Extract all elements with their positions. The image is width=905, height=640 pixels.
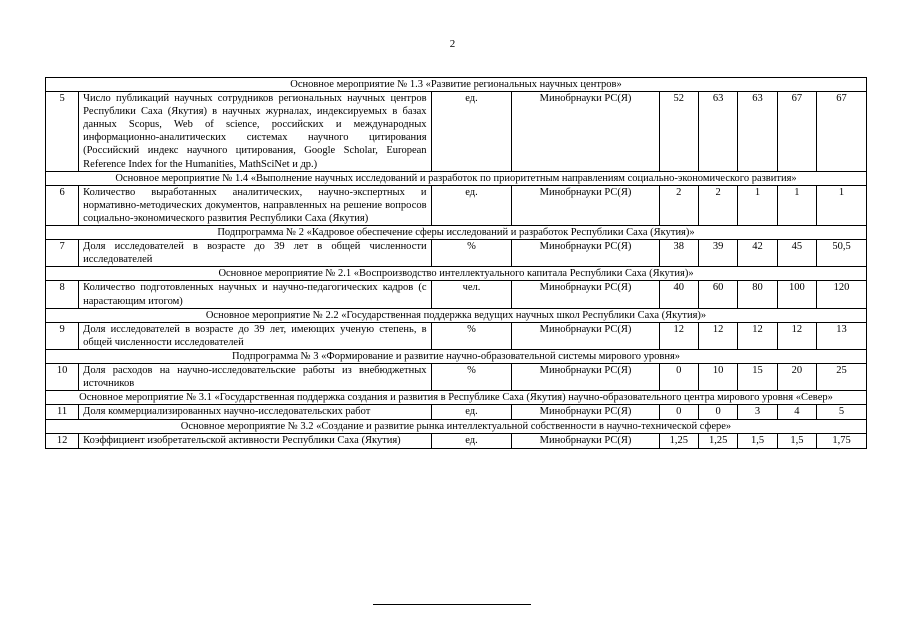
section-title: Подпрограмма № 3 «Формирование и развитие научно-образовательной системы мирового уровня» [46, 349, 867, 363]
row-number: 9 [46, 322, 79, 349]
section-title: Основное мероприятие № 3.1 «Государственная поддержка создания и развития в Республике Саха (Якутия) научно-образовательного центра мирового уровня «Север» [46, 391, 867, 405]
value-cell: 12 [738, 322, 777, 349]
section-row [46, 267, 867, 281]
value-cell: 63 [738, 92, 777, 172]
value-cell: 1,25 [659, 434, 698, 448]
value-cell: 1,5 [777, 434, 816, 448]
value-cell: 2 [659, 185, 698, 225]
section-row [46, 308, 867, 322]
section-row [46, 78, 867, 92]
section-title: Основное мероприятие № 1.4 «Выполнение научных исследований и разработок по приоритетным направлениям социально-экономического развития» [46, 171, 867, 185]
indicator-description: Доля расходов на научно-исследовательские работы из внебюджетных источников [79, 363, 431, 390]
value-cell: 0 [659, 363, 698, 390]
section-title: Основное мероприятие № 2.1 «Воспроизводство интеллектуального капитала Республики Саха (Якутия)» [46, 267, 867, 281]
indicator-description: Количество подготовленных научных и научно-педагогических кадров (с нарастающим итогом) [79, 281, 431, 308]
table-row [46, 240, 867, 267]
value-cell: 12 [659, 322, 698, 349]
unit-cell: ед. [431, 92, 512, 172]
value-cell: 12 [698, 322, 737, 349]
value-cell: 1 [777, 185, 816, 225]
unit-cell: ед. [431, 185, 512, 225]
value-cell: 120 [817, 281, 867, 308]
section-title: Основное мероприятие № 3.2 «Создание и развитие рынка интеллектуальной собственности в научно-технической сфере» [46, 420, 867, 434]
value-cell: 20 [777, 363, 816, 390]
value-cell: 12 [777, 322, 816, 349]
value-cell: 2 [698, 185, 737, 225]
indicator-description: Доля исследователей в возрасте до 39 лет в общей численности исследователей [79, 240, 431, 267]
indicator-description: Доля исследователей в возрасте до 39 лет, имеющих ученую степень, в общей численности исследователей [79, 322, 431, 349]
footer-line [373, 604, 531, 605]
responsible-cell: Минобрнауки РС(Я) [512, 322, 659, 349]
value-cell: 38 [659, 240, 698, 267]
indicators-table [45, 77, 867, 449]
responsible-cell: Минобрнауки РС(Я) [512, 405, 659, 420]
value-cell: 10 [698, 363, 737, 390]
unit-cell: ед. [431, 405, 512, 420]
value-cell: 5 [817, 405, 867, 420]
value-cell: 4 [777, 405, 816, 420]
table-row [46, 281, 867, 308]
row-number: 8 [46, 281, 79, 308]
value-cell: 80 [738, 281, 777, 308]
table-body [46, 78, 867, 449]
value-cell: 1,5 [738, 434, 777, 448]
indicator-description: Количество выработанных аналитических, научно-экспертных и нормативно-методических документов, направленных на решение вопросов социально-экономического развития Республики Саха (Якутия) [79, 185, 431, 225]
section-title: Основное мероприятие № 2.2 «Государственная поддержка ведущих научных школ Республики Саха (Якутия)» [46, 308, 867, 322]
page-number: 2 [449, 38, 456, 50]
unit-cell: % [431, 322, 512, 349]
responsible-cell: Минобрнауки РС(Я) [512, 434, 659, 448]
unit-cell: % [431, 240, 512, 267]
value-cell: 63 [698, 92, 737, 172]
unit-cell: % [431, 363, 512, 390]
value-cell: 50,5 [817, 240, 867, 267]
value-cell: 45 [777, 240, 816, 267]
section-title: Подпрограмма № 2 «Кадровое обеспечение сферы исследований и разработок Республики Саха (Якутия)» [46, 226, 867, 240]
value-cell: 0 [698, 405, 737, 420]
value-cell: 100 [777, 281, 816, 308]
value-cell: 13 [817, 322, 867, 349]
value-cell: 15 [738, 363, 777, 390]
value-cell: 1,25 [698, 434, 737, 448]
value-cell: 1 [817, 185, 867, 225]
table-row [46, 405, 867, 420]
section-row [46, 349, 867, 363]
table-row [46, 363, 867, 390]
section-row [46, 391, 867, 405]
responsible-cell: Минобрнауки РС(Я) [512, 185, 659, 225]
value-cell: 60 [698, 281, 737, 308]
value-cell: 1 [738, 185, 777, 225]
responsible-cell: Минобрнауки РС(Я) [512, 281, 659, 308]
section-title: Основное мероприятие № 1.3 «Развитие региональных научных центров» [46, 78, 867, 92]
value-cell: 0 [659, 405, 698, 420]
section-row [46, 420, 867, 434]
indicator-description: Коэффициент изобретательской активности Республики Саха (Якутия) [79, 434, 431, 448]
row-number: 11 [46, 405, 79, 420]
row-number: 6 [46, 185, 79, 225]
value-cell: 1,75 [817, 434, 867, 448]
row-number: 10 [46, 363, 79, 390]
table-row [46, 92, 867, 172]
table-row [46, 185, 867, 225]
value-cell: 67 [777, 92, 816, 172]
responsible-cell: Минобрнауки РС(Я) [512, 92, 659, 172]
value-cell: 25 [817, 363, 867, 390]
unit-cell: чел. [431, 281, 512, 308]
table-row [46, 434, 867, 448]
unit-cell: ед. [431, 434, 512, 448]
value-cell: 39 [698, 240, 737, 267]
table-row [46, 322, 867, 349]
value-cell: 40 [659, 281, 698, 308]
row-number: 7 [46, 240, 79, 267]
value-cell: 67 [817, 92, 867, 172]
value-cell: 42 [738, 240, 777, 267]
value-cell: 52 [659, 92, 698, 172]
responsible-cell: Минобрнауки РС(Я) [512, 240, 659, 267]
responsible-cell: Минобрнауки РС(Я) [512, 363, 659, 390]
value-cell: 3 [738, 405, 777, 420]
section-row [46, 226, 867, 240]
row-number: 12 [46, 434, 79, 448]
section-row [46, 171, 867, 185]
indicator-description: Число публикаций научных сотрудников региональных научных центров Республики Саха (Якутия) в научных журналах, индексируемых в базах данных Scopus, Web of science, российских и международных информационно-аналитических системах научного цитирования (Российский индекс научного цитирования, Google Scholar, European Reference Index for the Humanities, MathSciNet и др.) [79, 92, 431, 172]
row-number: 5 [46, 92, 79, 172]
indicator-description: Доля коммерциализированных научно-исследовательских работ [79, 405, 431, 420]
